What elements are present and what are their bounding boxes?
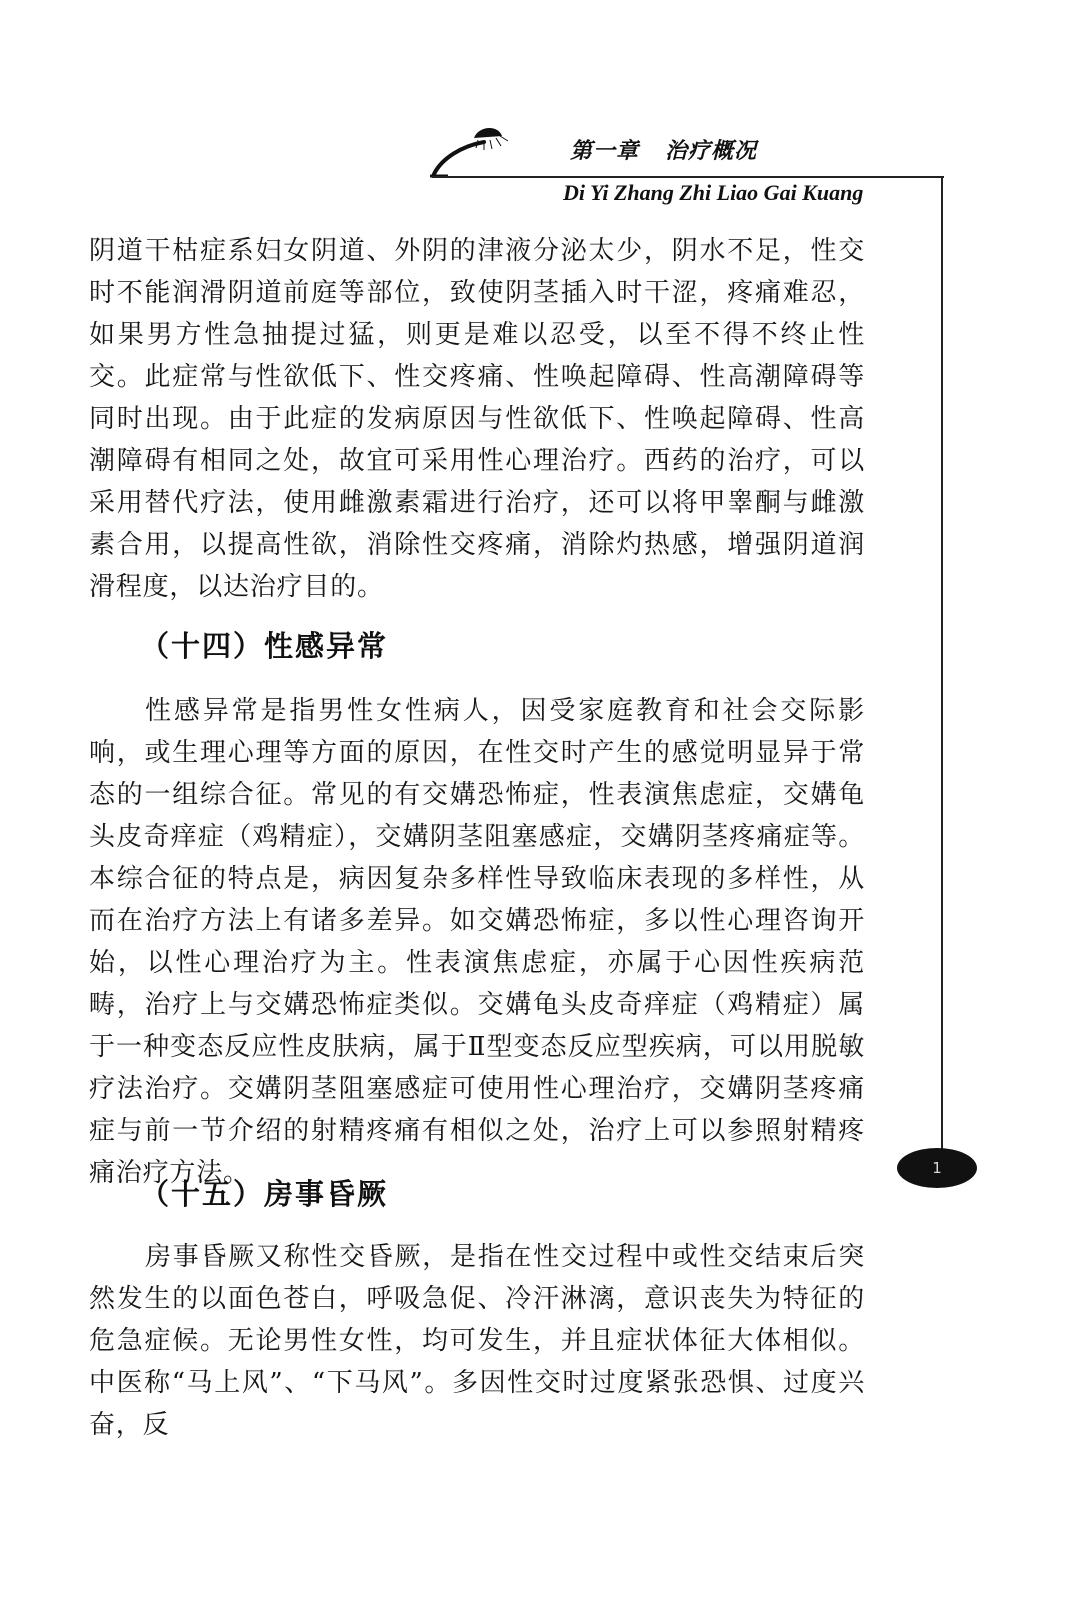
page-tab: [897, 1148, 977, 1188]
page-tab-label: 1: [932, 1158, 942, 1177]
paragraph-coital-syncope: 房事昏厥又称性交昏厥，是指在性交过程中或性交结束后突然发生的以面色苍白，呼吸急促、冷汗淋漓，意识丧失为特征的危急症候。无论男性女性，均可发生，并且症状体征大体相似。中医称“马上风”、“下马风”。多因性交时过度紧张恐惧、过度兴奋，反: [89, 1242, 865, 1440]
paragraph-block-1: [89, 230, 865, 608]
paragraph-block-3: [89, 1236, 865, 1446]
running-header-title: [570, 134, 757, 165]
paragraph-sensory-abnormality: 性感异常是指男性女性病人，因受家庭教育和社会交际影响，或生理心理等方面的原因，在性交时产生的感觉明显异于常态的一组综合征。常见的有交媾恐怖症，性表演焦虑症，交媾龟头皮奇痒症（鸡精症），交媾阴茎阻塞感症，交媾阴茎疼痛症等。本综合征的特点是，病因复杂多样性导致临床表现的多样性，从而在治疗方法上有诸多差异。如交媾恐怖症，多以性心理咨询开始，以性心理治疗为主。性表演焦虑症，亦属于心因性疾病范畴，治疗上与交媾恐怖症类似。交媾龟头皮奇痒症（鸡精症）属于一种变态反应性皮肤病，属于Ⅱ型变态反应型疾病，可以用脱敏疗法治疗。交媾阴茎阻塞感症可使用性心理治疗，交媾阴茎疼痛症与前一节介绍的射精疼痛有相似之处，治疗上可以参照射精疼痛治疗方法。: [89, 696, 865, 1188]
header-rule: [432, 176, 944, 178]
chapter-number: 第一章: [570, 139, 640, 164]
section-heading-14: （十四）性感异常: [140, 629, 389, 663]
section-heading-15: （十五）房事昏厥: [140, 1177, 389, 1211]
paragraph-block-2: [89, 690, 865, 1194]
margin-rule: [941, 176, 943, 1152]
paragraph-vaginal-dryness: 阴道干枯症系妇女阴道、外阴的津液分泌太少，阴水不足，性交时不能润滑阴道前庭等部位，致使阴茎插入时干涩，疼痛难忍，如果男方性急抽提过猛，则更是难以忍受，以至不得不终止性交。此症常与性欲低下、性交疼痛、性唤起障碍、性高潮障碍等同时出现。由于此症的发病原因与性欲低下、性唤起障碍、性高潮障碍有相同之处，故宜可采用性心理治疗。西药的治疗，可以采用替代疗法，使用雌激素霜进行治疗，还可以将甲睾酮与雌激素合用，以提高性欲，消除性交疼痛，消除灼热感，增强阴道润滑程度，以达治疗目的。: [89, 236, 865, 602]
desk-lamp-icon: [428, 124, 528, 180]
chapter-title: 治疗概况: [665, 139, 758, 164]
running-header-pinyin: Di Yi Zhang Zhi Liao Gai Kuang: [563, 180, 864, 205]
